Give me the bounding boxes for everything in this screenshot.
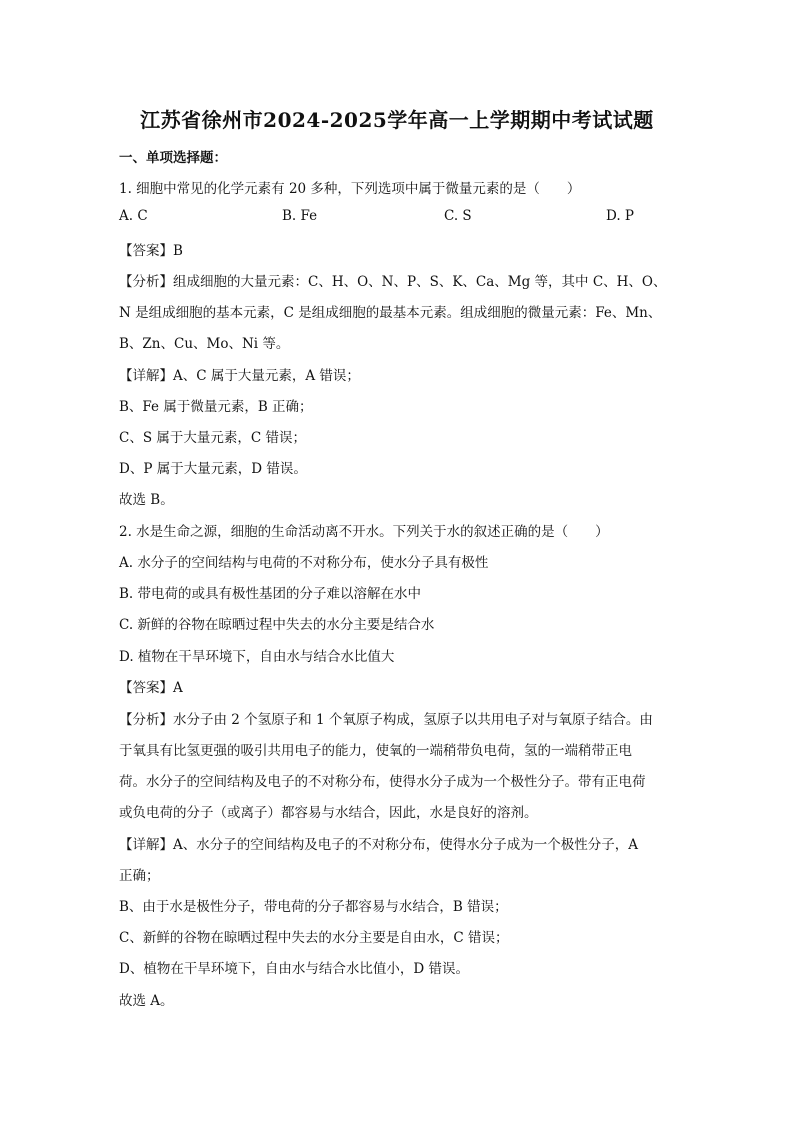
q2-analysis-line: 或负电荷的分子（或离子）都容易与水结合，因此，水是良好的溶剂。 — [119, 805, 538, 821]
q2-analysis-line: 于氧具有比氢更强的吸引共用电子的能力，使氧的一端稍带负电荷，氢的一端稍带正电 — [119, 743, 632, 759]
q2-detail-line: B、由于水是极性分子，带电荷的分子都容易与水结合，B 错误； — [119, 899, 508, 915]
q2-detail-line: 【详解】A、水分子的空间结构及电子的不对称分布，使得水分子成为一个极性分子，A — [119, 837, 638, 853]
q1-analysis-line: 【分析】组成细胞的大量元素：C、H、O、N、P、S、K、Ca、Mg 等，其中 C、H、O、 — [119, 274, 667, 290]
q2-option-c: C. 新鲜的谷物在晾晒过程中失去的水分主要是结合水 — [119, 617, 435, 633]
q1-option-a: A. C — [119, 208, 148, 224]
q1-analysis-line: N 是组成细胞的基本元素，C 是组成细胞的最基本元素。组成细胞的微量元素：Fe、Mn、 — [119, 305, 662, 321]
q1-option-d: D. P — [606, 208, 635, 224]
q1-option-b: B. Fe — [282, 208, 318, 224]
q2-option-a: A. 水分子的空间结构与电荷的不对称分布，使水分子具有极性 — [119, 555, 489, 571]
q2-analysis-line: 【分析】水分子由 2 个氢原子和 1 个氧原子构成，氢原子以共用电子对与氧原子结合。由 — [119, 712, 653, 728]
q1-conclusion: 故选 B。 — [119, 492, 174, 508]
q2-answer: 【答案】A — [119, 680, 183, 696]
page-title: 江苏省徐州市2024-2025学年高一上学期期中考试试题 — [140, 108, 654, 132]
q1-detail-line: D、P 属于大量元素，D 错误。 — [119, 461, 307, 477]
q2-detail-line: D、植物在干旱环境下，自由水与结合水比值小，D 错误。 — [119, 961, 469, 977]
q1-answer: 【答案】B — [119, 243, 183, 259]
q2-conclusion: 故选 A。 — [119, 993, 174, 1009]
q1-detail-line: B、Fe 属于微量元素，B 正确； — [119, 399, 313, 415]
section-heading: 一、单项选择题： — [119, 150, 227, 166]
question-1-stem: 1. 细胞中常见的化学元素有 20 多种，下列选项中属于微量元素的是（ ） — [119, 181, 581, 197]
q1-detail-line: C、S 属于大量元素，C 错误； — [119, 430, 306, 446]
q1-detail-line: 【详解】A、C 属于大量元素，A 错误； — [119, 368, 360, 384]
q1-option-c: C. S — [444, 208, 472, 224]
q2-option-d: D. 植物在干旱环境下，自由水与结合水比值大 — [119, 649, 395, 665]
q2-detail-line: 正确； — [119, 868, 160, 884]
q2-detail-line: C、新鲜的谷物在晾晒过程中失去的水分主要是自由水，C 错误； — [119, 930, 509, 946]
question-2-stem: 2. 水是生命之源，细胞的生命活动离不开水。下列关于水的叙述正确的是（ ） — [119, 524, 609, 540]
q1-analysis-line: B、Zn、Cu、Mo、Ni 等。 — [119, 336, 290, 352]
q2-option-b: B. 带电荷的或具有极性基团的分子难以溶解在水中 — [119, 586, 422, 602]
q2-analysis-line: 荷。水分子的空间结构及电子的不对称分布，使得水分子成为一个极性分子。带有正电荷 — [119, 774, 646, 790]
